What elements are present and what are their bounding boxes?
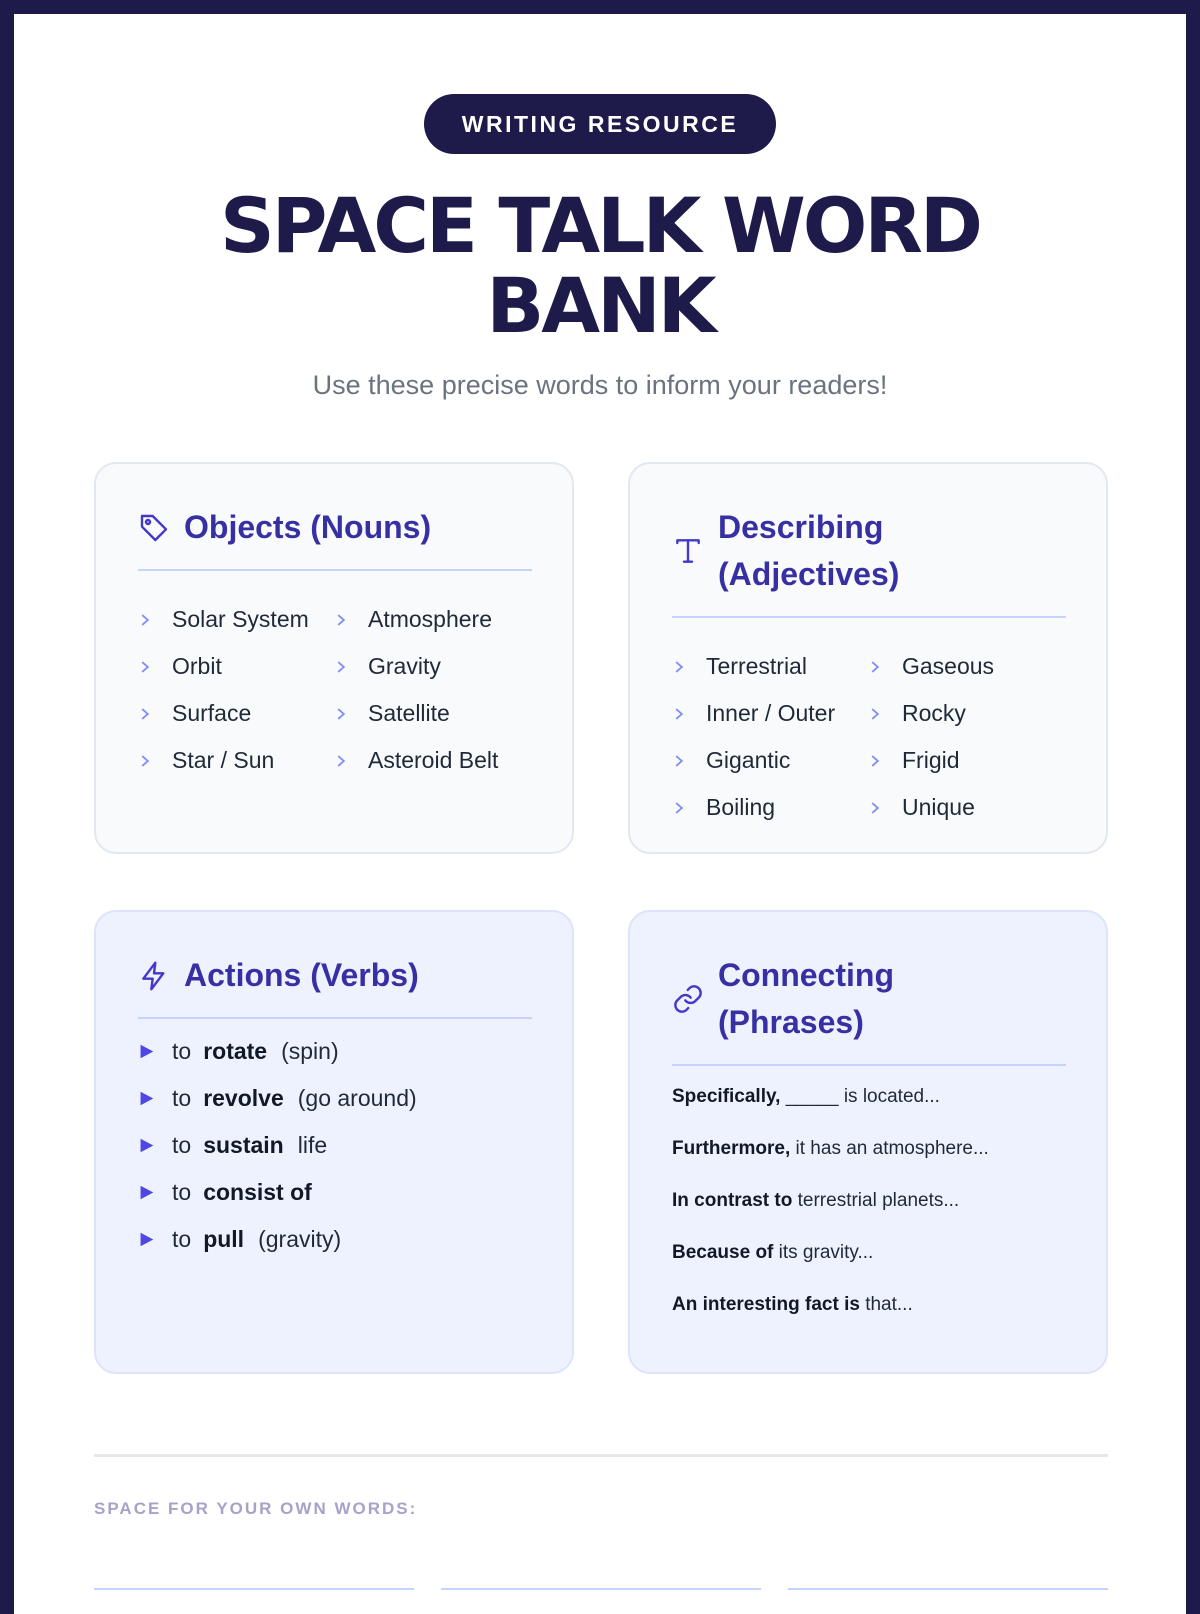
list-item (334, 602, 534, 637)
page-title (14, 181, 1186, 350)
phrases-list (672, 1082, 1082, 1342)
verb-word: sustain (203, 1132, 284, 1158)
verb-note: (gravity) (258, 1226, 342, 1252)
list-item (672, 696, 868, 731)
adjectives-heading: Describing (Adjectives) (718, 509, 900, 592)
title-line-2: BANK (486, 261, 714, 350)
chevron-right-icon (334, 754, 368, 768)
writing-line[interactable] (788, 1588, 1108, 1590)
list-item-label: Gravity (368, 653, 441, 679)
list-item-label: Surface (172, 700, 252, 726)
list-item (868, 743, 1068, 778)
phrase-lead: In contrast to (672, 1190, 793, 1211)
phrases-heading: Connecting (Phrases) (718, 957, 894, 1040)
list-item (138, 1222, 538, 1257)
link-icon (672, 983, 704, 1015)
writing-line[interactable] (441, 1588, 761, 1590)
adjectives-card (628, 462, 1108, 854)
phrases-card-header (672, 952, 1066, 1066)
list-item (138, 1034, 538, 1069)
chevron-right-icon (672, 707, 706, 721)
list-item (334, 743, 534, 778)
verb-word: revolve (203, 1085, 284, 1111)
list-item (138, 1128, 538, 1163)
list-item-label: Frigid (902, 747, 960, 773)
phrase-rest: terrestrial planets... (792, 1190, 960, 1211)
list-item-label: Inner / Outer (706, 700, 836, 726)
chevron-right-icon (138, 613, 172, 627)
verbs-heading: Actions (Verbs) (184, 957, 419, 993)
list-item (868, 790, 1068, 825)
verb-prefix: to (172, 1179, 192, 1205)
play-triangle-icon (138, 1137, 172, 1154)
verb-word: rotate (203, 1038, 268, 1064)
lightning-icon (138, 960, 170, 992)
phrase-lead: Because of (672, 1242, 774, 1263)
nouns-heading: Objects (Nouns) (184, 509, 432, 545)
phrase-rest: that... (859, 1294, 913, 1315)
section-divider (94, 1454, 1108, 1457)
verbs-card-header (138, 952, 532, 1019)
verb-word: pull (203, 1226, 245, 1252)
list-item-label: Boiling (706, 794, 776, 820)
list-item-label: Gaseous (902, 653, 995, 679)
list-item-label: Asteroid Belt (368, 747, 499, 773)
verb-prefix: to (172, 1226, 192, 1252)
list-item (672, 1290, 1082, 1320)
chevron-right-icon (334, 613, 368, 627)
verbs-card (94, 910, 574, 1374)
play-triangle-icon (138, 1231, 172, 1248)
nouns-list (138, 602, 538, 778)
list-item-label: Satellite (368, 700, 450, 726)
list-item-label: Unique (902, 794, 975, 820)
list-item (138, 743, 334, 778)
verb-note: (go around) (297, 1085, 417, 1111)
list-item (672, 1238, 1082, 1268)
chevron-right-icon (138, 660, 172, 674)
list-item-label: Solar System (172, 606, 309, 632)
chevron-right-icon (868, 707, 902, 721)
list-item (672, 1134, 1082, 1164)
list-item-label: Star / Sun (172, 747, 275, 773)
verb-prefix: to (172, 1085, 192, 1111)
list-item (672, 790, 868, 825)
list-item-label: Gigantic (706, 747, 791, 773)
list-item (138, 602, 334, 637)
list-item (672, 743, 868, 778)
list-item (138, 1175, 538, 1210)
chevron-right-icon (672, 754, 706, 768)
list-item (138, 649, 334, 684)
phrase-lead: Specifically, (672, 1086, 781, 1107)
list-item (334, 649, 534, 684)
phrase-rest: its gravity... (773, 1242, 874, 1263)
adjectives-card-header (672, 504, 1066, 618)
list-item (672, 1082, 1082, 1112)
text-type-icon (672, 535, 704, 567)
list-item (138, 696, 334, 731)
play-triangle-icon (138, 1184, 172, 1201)
tag-icon (138, 512, 170, 544)
phrase-rest: it has an atmosphere... (790, 1138, 989, 1159)
list-item (672, 649, 868, 684)
verb-note: life (297, 1132, 328, 1158)
nouns-card-header (138, 504, 532, 571)
chevron-right-icon (868, 801, 902, 815)
play-triangle-icon (138, 1043, 172, 1060)
writing-line[interactable] (94, 1588, 414, 1590)
verb-word: consist of (203, 1179, 312, 1205)
phrases-card (628, 910, 1108, 1374)
page-subtitle: Use these precise words to inform your readers! (312, 370, 888, 400)
writing-resource-badge: WRITING RESOURCE (424, 94, 776, 154)
chevron-right-icon (672, 660, 706, 674)
phrase-rest: _____ is located... (780, 1086, 940, 1107)
list-item (138, 1081, 538, 1116)
chevron-right-icon (138, 754, 172, 768)
verb-prefix: to (172, 1132, 192, 1158)
play-triangle-icon (138, 1090, 172, 1107)
list-item-label: Atmosphere (368, 606, 493, 632)
chevron-right-icon (672, 801, 706, 815)
phrase-lead: Furthermore, (672, 1138, 791, 1159)
verbs-list (138, 1034, 538, 1269)
list-item-label: Terrestrial (706, 653, 807, 679)
adjectives-list (672, 649, 1072, 825)
list-item-label: Orbit (172, 653, 222, 679)
verb-note: (spin) (281, 1038, 339, 1064)
list-item (868, 649, 1068, 684)
list-item-label: Rocky (902, 700, 966, 726)
list-item (868, 696, 1068, 731)
chevron-right-icon (868, 660, 902, 674)
list-item (334, 696, 534, 731)
nouns-card (94, 462, 574, 854)
phrase-lead: An interesting fact is (672, 1294, 860, 1315)
verb-prefix: to (172, 1038, 192, 1064)
chevron-right-icon (868, 754, 902, 768)
own-words-label: SPACE FOR YOUR OWN WORDS: (94, 1499, 418, 1518)
chevron-right-icon (138, 707, 172, 721)
chevron-right-icon (334, 707, 368, 721)
worksheet-page (14, 14, 1186, 1614)
title-line-1: SPACE TALK WORD (219, 181, 980, 270)
chevron-right-icon (334, 660, 368, 674)
list-item (672, 1186, 1082, 1216)
